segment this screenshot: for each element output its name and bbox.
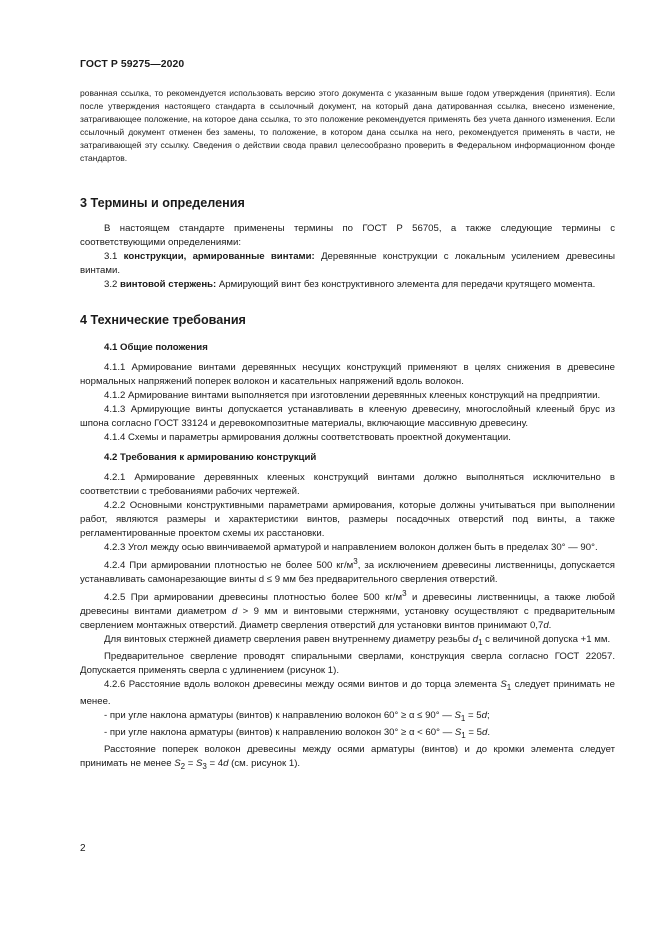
list-item-2 bbox=[80, 726, 615, 743]
p425-text-c: > 9 мм и винтовыми стержнями, установку осуществляют с предварительным сверлением монтажных отверстий. Диаметр сверления отверстий для установки винтов принимают 0,7 bbox=[80, 606, 615, 632]
document-body bbox=[80, 87, 615, 774]
page-number: 2 bbox=[80, 843, 86, 854]
list-item-1 bbox=[80, 709, 615, 726]
p426-text-b: следует принимать не менее bbox=[80, 679, 615, 708]
p427-sub2: 2 bbox=[180, 761, 186, 771]
p425b-text-b: с величиной допуска +1 мм. bbox=[482, 634, 611, 646]
section-3-intro: В настоящем стандарте применены термины по ГОСТ Р 56705, а также следующие термины с соответствующими определениями: bbox=[80, 223, 615, 248]
paragraph-4-2-5-c: Предварительное сверление проводят спиральными сверлами, конструкция сверла согласно ГОСТ 22057. Допускается применять сверла с удлинением (рисунок 1). bbox=[80, 651, 615, 677]
term-3-1-definition: Деревянные конструкции с локальным усилением древесины винтами. bbox=[80, 251, 616, 276]
subsection-4-1-title: 4.1 Общие положения bbox=[104, 342, 208, 353]
p427-sub3: 3 bbox=[202, 761, 207, 771]
term-3-1-number: 3.1 bbox=[104, 251, 118, 262]
p427-eq: = bbox=[185, 758, 196, 769]
paragraph-4-2-5-b bbox=[80, 633, 615, 650]
paragraph-4-1-4: 4.1.4 Схемы и параметры армирования должны соответствовать проектной документации. bbox=[104, 432, 511, 443]
term-3-1-term: конструкции, армированные винтами: bbox=[123, 251, 315, 262]
p426-dot: . bbox=[107, 696, 111, 708]
li1-text-b: = 5 bbox=[465, 710, 482, 722]
subsection-4-2-title: 4.2 Требования к армированию конструкций bbox=[104, 452, 317, 463]
p426-text-a: 4.2.6 Расстояние вдоль волокон древесины между осями винтов и до торца элемента bbox=[104, 679, 501, 691]
section-4-title: 4 Технические требования bbox=[80, 313, 246, 327]
li1-end: ; bbox=[487, 710, 490, 722]
li2-var-s: S bbox=[454, 727, 462, 739]
document-header: ГОСТ Р 59275—2020 bbox=[80, 59, 185, 70]
p425b-var-d: d bbox=[472, 634, 479, 646]
p424-text-a: 4.2.4 При армировании плотностью не более 500 кг/м bbox=[104, 560, 354, 572]
p425-var-d2: d bbox=[543, 620, 549, 632]
p425-text-b: и древесины лиственницы, а также любой древесины винтами диаметром bbox=[80, 592, 615, 618]
paragraph-4-1-2: 4.1.2 Армирование винтами выполняется при изготовлении деревянных клееных конструкций на предприятии. bbox=[104, 390, 601, 401]
paragraph-4-2-7 bbox=[80, 743, 615, 774]
term-3-2-term: винтовой стержень: bbox=[120, 279, 217, 290]
section-3-title: 3 Термины и определения bbox=[80, 196, 245, 210]
p424-text-b: , за исключением древесины лиственницы, допускается устанавливать самонарезающие винты d ≤ 9 мм без предварительного сверления отверстий. bbox=[80, 560, 615, 586]
li2-text-b: = 5 bbox=[465, 727, 482, 739]
paragraph-4-2-4 bbox=[80, 555, 615, 587]
p427-var-s2: S bbox=[174, 758, 181, 769]
paragraph-4-1-1: 4.1.1 Армирование винтами деревянных несущих конструкций применяют в целях снижения в древесине нормальных напряжений поперек волокон и касательных напряжений вдоль волокон. bbox=[80, 362, 615, 387]
p426-var-s: S bbox=[500, 679, 507, 691]
paragraph-4-2-5 bbox=[80, 587, 615, 633]
paragraph-4-2-2: 4.2.2 Основными конструктивными параметрами армирования, которые должны учитываться при выполнении работ, являются размеры и характеристики винтов, размеры посадочных отверстий под винты, а также регламентированные проектом схемы их расстановки. bbox=[80, 500, 615, 539]
p425-text-a: 4.2.5 При армировании древесины плотностью более 500 кг/м bbox=[104, 592, 403, 604]
p425-sup: 3 bbox=[402, 589, 407, 599]
paragraph-4-2-1: 4.2.1 Армирование деревянных клееных конструкций винтами должно выполняться исключительно в соответствии с требованиями рабочих чертежей. bbox=[80, 472, 615, 497]
p425-end: . bbox=[548, 620, 552, 632]
li2-sub: 1 bbox=[461, 731, 466, 740]
p425b-sub: 1 bbox=[478, 638, 483, 648]
p427-text-b: = 4 bbox=[206, 758, 224, 769]
li2-text-a: - при угле наклона арматуры (винтов) к направлению волокон 30° ≥ α < 60° — bbox=[104, 727, 455, 739]
intro-paragraph: рованная ссылка, то рекомендуется использовать версию этого документа с указанным выше годом утверждения (принятия). Если после утверждения настоящего стандарта в ссылочный документ, на который дана датированная ссылка, внесено изменение, затрагивающее положение, на которое дана ссылка, то это положение рекомендуется применять без учета данного изменения. Если ссылочный документ отменен без замены, то положение, в котором дана ссылка на него, рекомендуется применять в части, не затрагивающей эту ссылку. Сведения о действии свода правил целесообразно проверить в Федеральном информационном фонде стандартов. bbox=[80, 88, 615, 163]
p427-var-s3: S bbox=[196, 758, 203, 769]
term-3-1 bbox=[80, 250, 615, 278]
p427-var-d: d bbox=[223, 758, 229, 769]
li2-end: . bbox=[487, 727, 491, 739]
p426-sub: 1 bbox=[506, 683, 512, 693]
p427-text-a: Расстояние поперек волокон древесины между осями арматуры (винтов) и до кромки элемента следует принимать не менее bbox=[80, 744, 615, 769]
paragraph-4-2-3: 4.2.3 Угол между осью ввинчиваемой арматурой и направлением волокон должен быть в пределах 30° — 90°. bbox=[104, 542, 598, 553]
term-3-2-number: 3.2 bbox=[104, 279, 118, 290]
paragraph-4-2-6 bbox=[80, 678, 615, 709]
li1-var-s: S bbox=[454, 710, 461, 722]
li1-text-a: - при угле наклона арматуры (винтов) к направлению волокон 60° ≥ α ≤ 90° — bbox=[104, 710, 455, 722]
li1-var-d: d bbox=[481, 710, 487, 722]
li2-var-d: d bbox=[482, 727, 488, 739]
term-3-2 bbox=[80, 278, 615, 292]
paragraph-4-1-3: 4.1.3 Армирующие винты допускается устанавливать в клееную древесину, многослойный клееный брус из шпона согласно ГОСТ 33124 и деревокомпозитные материалы, включающие массивную древесину. bbox=[80, 404, 615, 429]
li1-sub: 1 bbox=[460, 714, 466, 724]
p427-text-c: (см. рисунок 1). bbox=[228, 758, 301, 769]
p425b-text-a: Для винтовых стержней диаметр сверления равен внутреннему диаметру резьбы bbox=[104, 634, 473, 646]
term-3-2-definition: Армирующий винт без конструктивного элемента для передачи крутящего момента. bbox=[218, 279, 596, 290]
p424-sup: 3 bbox=[353, 557, 358, 566]
p425-var-d: d bbox=[231, 606, 238, 618]
